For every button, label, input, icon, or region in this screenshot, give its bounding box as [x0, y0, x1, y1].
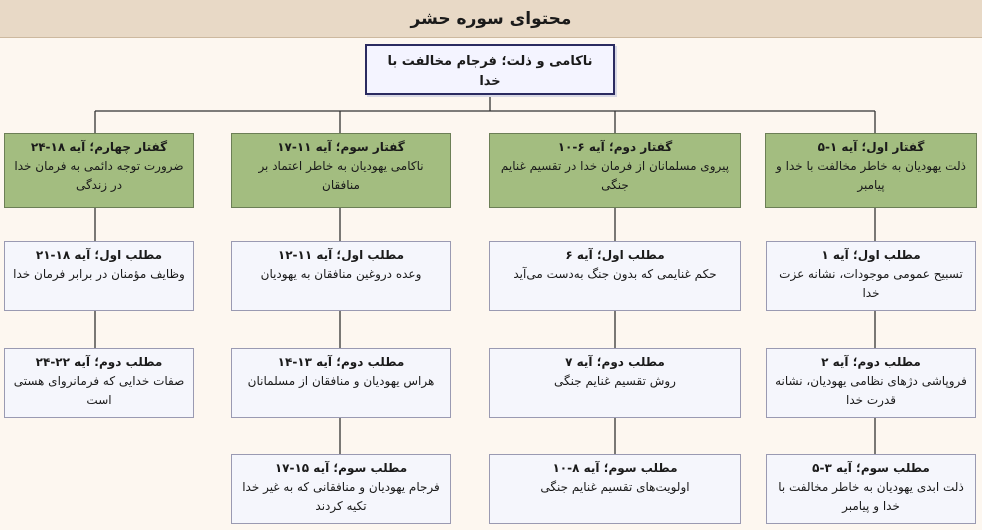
section-box-2-3	[489, 454, 741, 524]
section-title: مطلب اول؛ آیه ۱۸-۲۱	[35, 248, 163, 262]
page-title: محتوای سوره حشر	[410, 8, 572, 29]
section-box-4-1	[4, 241, 194, 311]
section-body: تسبیح عمومی موجودات، نشانه عزت خدا	[779, 267, 963, 300]
title-bar	[0, 0, 982, 38]
diagram-canvas	[0, 38, 982, 530]
section-title: مطلب دوم؛ آیه ۲۲-۲۴	[35, 355, 163, 369]
topic-box-1	[765, 133, 977, 208]
section-body: فروپاشی دژهای نظامی یهودیان، نشانه قدرت خدا	[775, 374, 967, 407]
section-box-3-2	[231, 348, 451, 418]
section-title: مطلب اول؛ آیه ۶	[565, 248, 665, 262]
section-body: ذلت ابدی یهودیان به خاطر مخالفت با خدا و پیامبر	[778, 480, 964, 513]
topic-box-2	[489, 133, 741, 208]
section-body: هراس یهودیان و منافقان از مسلمانان	[247, 374, 435, 388]
topic-box-3	[231, 133, 451, 208]
root-node	[365, 44, 615, 95]
section-title: مطلب دوم؛ آیه ۷	[565, 355, 665, 369]
section-box-2-1	[489, 241, 741, 311]
section-box-1-3	[766, 454, 976, 524]
section-body: حکم غنایمی که بدون جنگ به‌دست می‌آید	[513, 267, 717, 281]
section-box-1-2	[766, 348, 976, 418]
section-body: فرجام یهودیان و منافقانی که به غیر خدا تکیه کردند	[242, 480, 440, 513]
root-text: ناکامی و ذلت؛ فرجام مخالفت با خدا	[387, 54, 593, 89]
section-title: مطلب سوم؛ آیه ۳-۵	[812, 461, 930, 475]
section-title: مطلب دوم؛ آیه ۲	[821, 355, 921, 369]
section-title: مطلب اول؛ آیه ۱۱-۱۲	[277, 248, 405, 262]
section-box-2-2	[489, 348, 741, 418]
topic-title: گفتار سوم؛ آیه ۱۱-۱۷	[277, 140, 405, 154]
section-body: صفات خدایی که فرمانروای هستی است	[13, 374, 185, 407]
section-title: مطلب سوم؛ آیه ۱۵-۱۷	[274, 461, 408, 475]
section-box-4-2	[4, 348, 194, 418]
topic-box-4	[4, 133, 194, 208]
topic-body: ذلت یهودیان به خاطر مخالفت با خدا و پیامبر	[776, 159, 966, 192]
topic-title: گفتار اول؛ آیه ۱-۵	[817, 140, 925, 154]
section-body: وعده دروغین منافقان به یهودیان	[260, 267, 422, 281]
section-title: مطلب دوم؛ آیه ۱۳-۱۴	[277, 355, 405, 369]
section-box-1-1	[766, 241, 976, 311]
topic-title: گفتار چهارم؛ آیه ۱۸-۲۴	[30, 140, 168, 154]
section-body: اولویت‌های تقسیم غنایم جنگی	[540, 480, 690, 494]
section-body: وظایف مؤمنان در برابر فرمان خدا	[13, 267, 185, 281]
topic-body: پیروی مسلمانان از فرمان خدا در تقسیم غنایم جنگی	[500, 159, 730, 192]
section-box-3-3	[231, 454, 451, 524]
topic-title: گفتار دوم؛ آیه ۶-۱۰	[557, 140, 673, 154]
topic-body: ضرورت توجه دائمی به فرمان خدا در زندگی	[14, 159, 184, 192]
topic-body: ناکامی یهودیان به خاطر اعتماد بر منافقان	[258, 159, 424, 192]
section-box-3-1	[231, 241, 451, 311]
section-title: مطلب سوم؛ آیه ۸-۱۰	[552, 461, 678, 475]
section-body: روش تقسیم غنایم جنگی	[554, 374, 676, 388]
section-title: مطلب اول؛ آیه ۱	[821, 248, 921, 262]
